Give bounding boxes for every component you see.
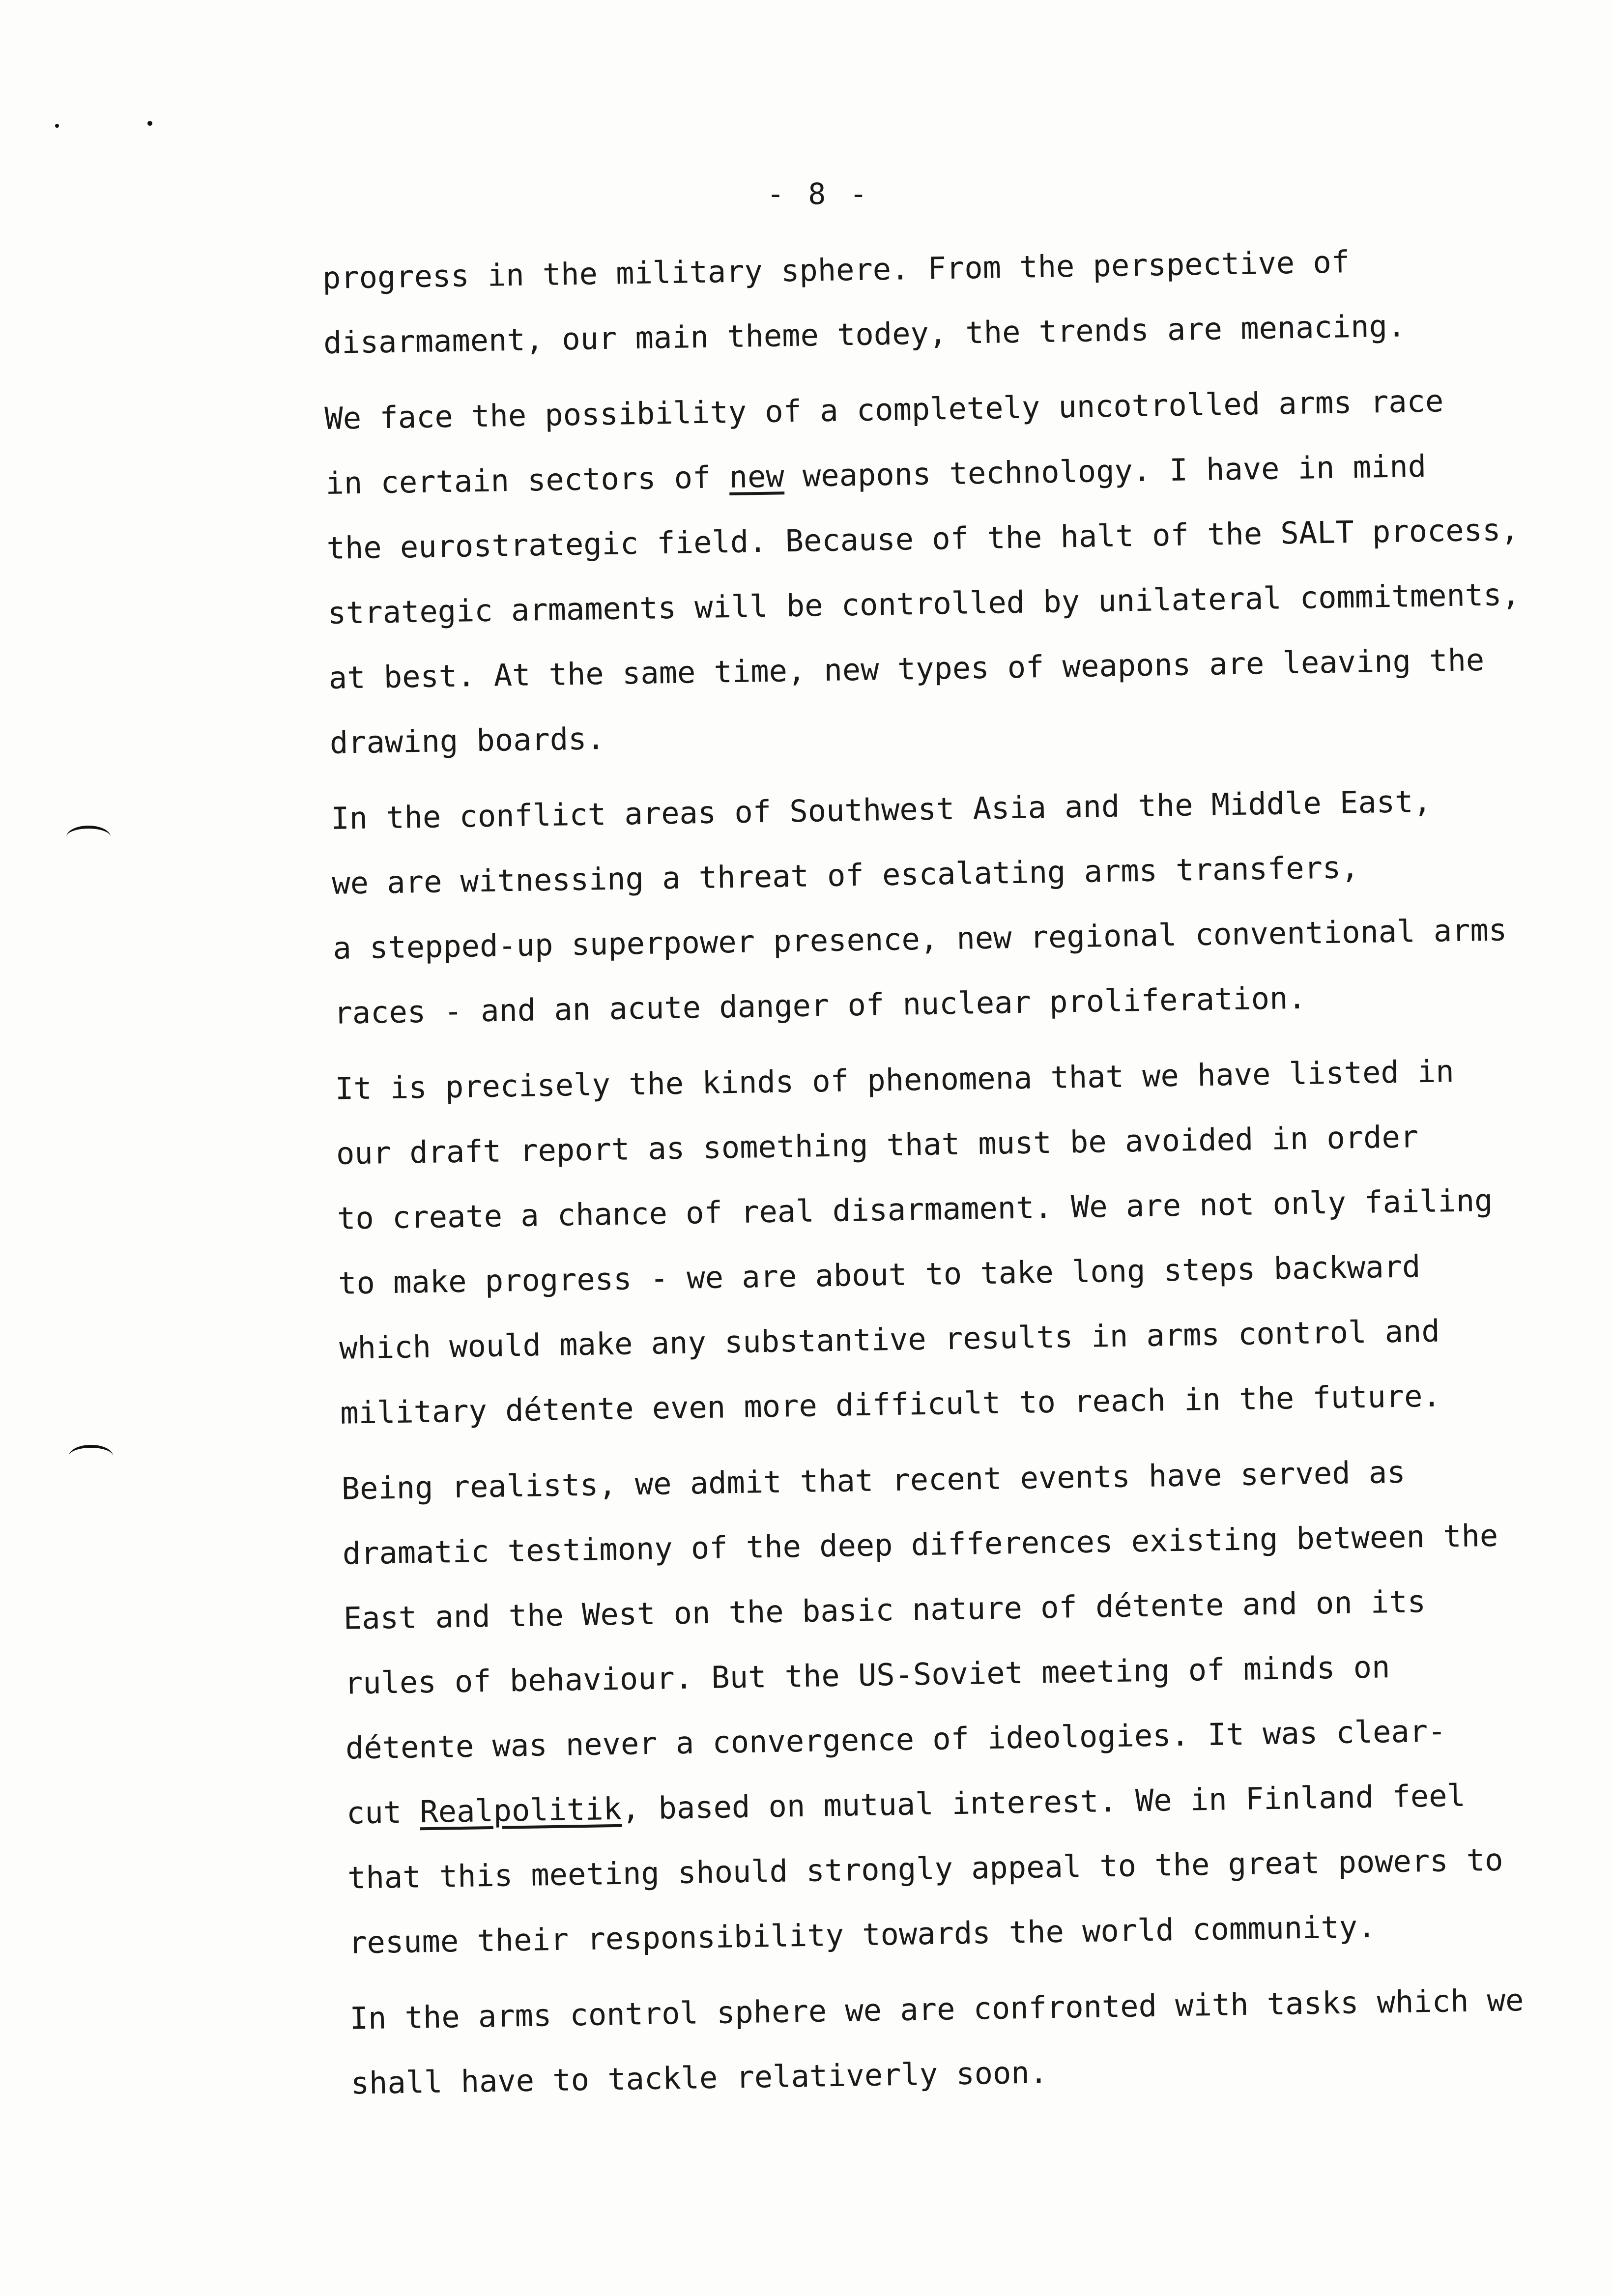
text-line: to make progress - we are about to take long steps backward xyxy=(338,1248,1421,1301)
text-line: dramatic testimony of the deep differences existing between the xyxy=(342,1517,1498,1572)
text-line: strategic armaments will be controlled by unilateral commitments, xyxy=(327,576,1521,631)
text-line: progress in the military sphere. From the perspective of xyxy=(322,244,1350,296)
text-line: In the conflict areas of Southwest Asia and the Middle East, xyxy=(330,783,1432,836)
text-line: the eurostrategic field. Because of the halt of the SALT process, xyxy=(326,511,1520,566)
paragraph xyxy=(322,226,1562,375)
margin-mark xyxy=(69,1445,113,1467)
underlined-word: new xyxy=(729,458,785,495)
body-text xyxy=(322,226,1590,2126)
text-line: disarmament, our main theme todey, the trends are menacing. xyxy=(323,308,1406,361)
page-number: - 8 - xyxy=(767,177,870,211)
text-line: military détente even more difficult to reach in the future. xyxy=(340,1378,1441,1431)
text-line: that this meeting should strongly appeal to the great powers to xyxy=(347,1841,1504,1896)
scan-speck xyxy=(147,121,152,126)
text-line: resume their responsibility towards the world community. xyxy=(348,1908,1376,1961)
paragraph xyxy=(335,1037,1579,1445)
text-line: we are witnessing a threat of escalating arms transfers, xyxy=(331,849,1360,901)
text-line: It is precisely the kinds of phenomena that we have listed in xyxy=(335,1053,1455,1107)
paragraph xyxy=(330,767,1573,1046)
margin-mark xyxy=(66,826,111,848)
text-line: at best. At the same time, new types of weapons are leaving the xyxy=(328,641,1485,696)
text-line: We face the possibility of a completely uncotrolled arms race xyxy=(324,383,1444,436)
text-segment: weapons technology. I have in mind xyxy=(784,448,1427,494)
text-line: shall have to tackle relativerly soon. xyxy=(350,2054,1048,2101)
text-line: races - and an acute danger of nuclear proliferation. xyxy=(333,979,1307,1031)
text-line: a stepped-up superpower presence, new regional conventional arms xyxy=(332,912,1507,966)
text-line: Being realists, we admit that recent events have served as xyxy=(341,1454,1406,1507)
text-line: détente was never a convergence of ideologies. It was clear- xyxy=(345,1713,1446,1766)
paragraph xyxy=(341,1437,1587,1975)
paragraph xyxy=(349,1967,1590,2116)
underlined-word: Realpolitik xyxy=(419,1790,622,1830)
text-line: drawing boards. xyxy=(329,720,605,761)
text-line: rules of behaviour. But the US-Soviet meeting of minds on xyxy=(344,1649,1390,1701)
text-segment: , based on mutual interest. We in Finland feel xyxy=(621,1777,1466,1827)
text-line: which would make any substantive results in arms control and xyxy=(339,1313,1440,1366)
scan-speck xyxy=(55,124,59,128)
text-line: our draft report as something that must be avoided in order xyxy=(336,1119,1419,1172)
text-segment: in certain sectors of xyxy=(325,459,730,501)
text-line: In the arms control sphere we are confronted with tasks which we xyxy=(349,1982,1524,2037)
paragraph xyxy=(324,367,1568,775)
text-line: East and the West on the basic nature of détente and on its xyxy=(343,1583,1426,1636)
text-line: to create a chance of real disarmament. We are not only failing xyxy=(337,1182,1494,1236)
text-segment: cut xyxy=(346,1794,420,1831)
